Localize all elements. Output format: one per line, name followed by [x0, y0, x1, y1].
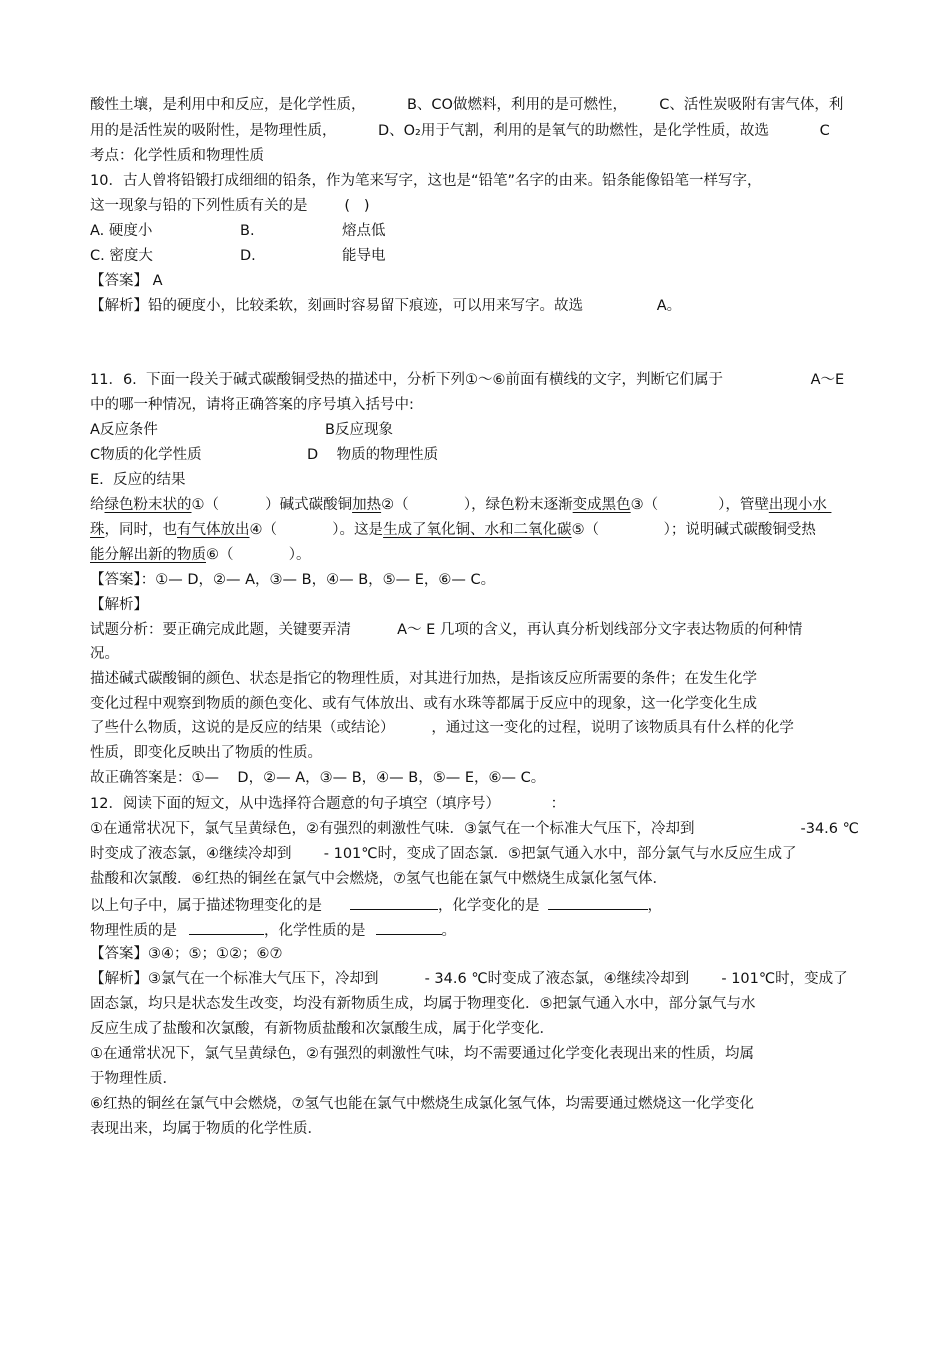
underlined-phrase-7: 能分解出新的物质	[90, 547, 206, 563]
q12-explanation-6: ⑥红热的铜丝在氯气中会燃烧，⑦氢气也能在氯气中燃烧生成氯化氢气体，均需要通过燃烧这一化学变化	[90, 1096, 754, 1112]
q10-option-c: C. 密度大	[90, 248, 153, 264]
q11-stem-2: 中的哪一种情况，请将正确答案的序号填入括号中:	[90, 397, 414, 413]
passage-text: 给	[90, 497, 105, 513]
fill-label: 。	[441, 923, 456, 939]
underlined-phrase-1: 绿色粉末状的	[104, 497, 192, 513]
underlined-phrase-6: 生成了氧化铜、水和二氧化碳	[383, 522, 572, 538]
underlined-phrase-3: 变成黑色	[572, 497, 631, 513]
q12-explanation-4: ①在通常状况下，氯气呈黄绿色，②有强烈的刺激性气味，均不需要通过化学变化表现出来的性质，均属	[90, 1046, 754, 1062]
q11-analysis-6: 性质，即变化反映出了物质的性质。	[90, 745, 322, 761]
q12-answer: 【答案】③④；⑤；①②；⑥⑦	[90, 946, 283, 962]
q11-analysis-head: 【解析】	[90, 597, 148, 613]
q11-answer: 【答案】：①— D，②— A，③— B，④— B，⑤— E，⑥— C。	[90, 572, 496, 588]
q10-option-d-letter: D.	[240, 248, 256, 264]
q11-option-b: B反应现象	[325, 422, 393, 438]
line-q9-analysis-2: 用的是活性炭的吸附性，是物理性质， D、O₂用于气割，利用的是氧气的助燃性，是化学性质，故选 C	[90, 123, 830, 139]
fill-label: 物理性质的是	[90, 923, 177, 939]
q10-option-b-letter: B.	[240, 223, 255, 239]
fill-blank-chemical-change	[548, 895, 648, 910]
blank-4: ④（ ）。这是	[249, 522, 384, 538]
q12-fill-line-2	[90, 920, 456, 940]
q11-option-c: C物质的化学性质	[90, 447, 202, 463]
q12-explanation-3: 反应生成了盐酸和次氯酸，有新物质盐酸和次氯酸生成，属于化学变化．	[90, 1021, 554, 1037]
q12-sentence-3: 盐酸和次氯酸．⑥红热的铜丝在氯气中会燃烧，⑦氢气也能在氯气中燃烧生成氯化氢气体．	[90, 871, 667, 887]
fill-label: ，	[647, 898, 662, 914]
fill-blank-physical-change	[350, 895, 438, 910]
q11-passage-line-2	[90, 521, 816, 539]
q12-explanation-5: 于物理性质．	[90, 1071, 177, 1087]
q10-option-d-text: 能导电	[342, 248, 386, 264]
blank-6: ⑥（ ）。	[206, 547, 311, 563]
blank-3: ③（ ），管壁	[630, 497, 769, 513]
underlined-phrase-4a: 出现小水	[768, 497, 832, 513]
q12-fill-line-1	[90, 895, 662, 915]
q10-stem-1: 10．古人曾将铅锻打成细细的铅条，作为笔来写字，这也是“铅笔”名字的由来。铅条能像铅笔一样写字，	[90, 173, 762, 189]
q12-sentence-1: ①在通常状况下，氯气呈黄绿色，②有强烈的刺激性气味．③氯气在一个标准大气压下，冷却到 -34.6 ℃	[90, 821, 859, 837]
blank-2: ②（ ），绿色粉末逐渐	[381, 497, 573, 513]
blank-1: ①（ ）碱式碳酸铜	[191, 497, 353, 513]
q11-analysis-2: 况。	[90, 646, 119, 662]
q11-option-e: E. 反应的结果	[90, 472, 186, 488]
blank-5: ⑤（ ）；说明碱式碳酸铜受热	[571, 522, 816, 538]
q10-analysis: 【解析】铅的硬度小，比较柔软，刻画时容易留下痕迹，可以用来写字。故选 A。	[90, 298, 682, 314]
q12-stem: 12．阅读下面的短文，从中选择符合题意的句子填空（填序号） ：	[90, 796, 566, 812]
q12-explanation-7: 表现出来，均属于物质的化学性质．	[90, 1121, 322, 1137]
q11-stem-1: 11．6. 下面一段关于碱式碳酸铜受热的描述中，分析下列①～⑥前面有横线的文字，判断它们属于 A～E	[90, 372, 845, 388]
q12-sentence-2: 时变成了液态氯，④继续冷却到 - 101℃时，变成了固态氯．⑤把氯气通入水中，部分氯气与水反应生成了	[90, 846, 797, 862]
q11-analysis-4: 变化过程中观察到物质的颜色变化、或有气体放出、或有水珠等都属于反应中的现象，这一化学变化生成	[90, 696, 757, 712]
fill-label: ，化学变化的是	[438, 898, 540, 914]
q11-final-answer: 故正确答案是：①— D，②— A，③— B，④— B，⑤— E，⑥— C。	[90, 770, 546, 786]
line-q9-analysis-1: 酸性土壤，是利用中和反应，是化学性质， B、CO做燃料，利用的是可燃性， C、活性炭吸附有害气体，利	[90, 97, 844, 113]
fill-blank-physical-property	[189, 920, 264, 935]
underlined-phrase-4b: 珠	[90, 522, 105, 538]
q10-option-b-text: 熔点低	[342, 223, 386, 239]
q11-passage-line-3	[90, 546, 311, 564]
q10-answer: 【答案】 A	[90, 273, 163, 289]
underlined-phrase-5: 有气体放出	[177, 522, 250, 538]
underlined-phrase-2: 加热	[352, 497, 382, 513]
q10-stem-2: 这一现象与铅的下列性质有关的是 ( )	[90, 198, 370, 214]
q11-passage-line-1	[90, 496, 831, 514]
passage-text: ，同时，也	[104, 522, 177, 538]
q11-analysis-1: 试题分析：要正确完成此题，关键要弄清 A～ E 几项的含义，再认真分析划线部分文字表达物质的何种情	[90, 622, 803, 638]
fill-label: ，化学性质的是	[264, 923, 366, 939]
q11-option-a: A反应条件	[90, 422, 158, 438]
q11-analysis-3: 描述碱式碳酸铜的颜色、状态是指它的物理性质，对其进行加热，是指该反应所需要的条件；在发生化学	[90, 671, 757, 687]
fill-blank-chemical-property	[376, 920, 442, 935]
q10-option-a: A. 硬度小	[90, 223, 153, 239]
fill-label: 以上句子中，属于描述物理变化的是	[90, 898, 322, 914]
q11-analysis-5: 了些什么物质，这说的是反应的结果（或结论） ，通过这一变化的过程，说明了该物质具有什么样的化学	[90, 720, 794, 736]
q12-explanation-1: 【解析】③氯气在一个标准大气压下，冷却到 - 34.6 ℃时变成了液态氯，④继续冷却到 - 101℃时，变成了	[90, 971, 848, 987]
q12-explanation-2: 固态氯，均只是状态发生改变，均没有新物质生成，均属于物理变化．⑤把氯气通入水中，部分氯气与水	[90, 996, 756, 1012]
line-q9-knowledge-point: 考点：化学性质和物理性质	[90, 148, 264, 164]
q11-option-d: D 物质的物理性质	[307, 447, 439, 463]
